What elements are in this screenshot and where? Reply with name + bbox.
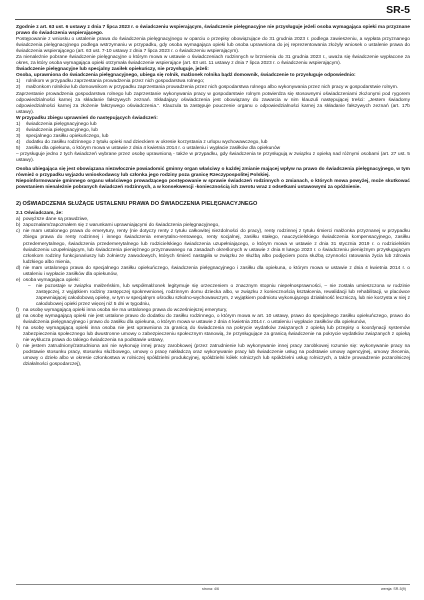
intro-paragraph-farmer: Osoba, uprawniona do świadczenia pielęgnacyjnego, ubiega się rolnik, małżonek rolnika bądź domownik, świadczenie to przysługuje odpowiednio: (16, 73, 356, 79)
declaration-item: a) powyższe dane są prawdziwe, (16, 217, 89, 223)
header-divider (15, 19, 411, 20)
section-2-lead: 2.1 Oświadczam, że: (16, 211, 63, 217)
form-code: SR-5 (386, 4, 410, 16)
declaration-item: g) na osobę wymagającą opieki nie jest ustalone prawo do dodatku do zasiłku rodzinnego, o którym mowa w art. 10 ustawy, prawo do specjalnego zasiłku opiekuńczego, prawo do świadczenia pielęgnacyjnego i prawo do zasiłku dla opiekuna, o którym mowa w ustawie z dnia 4 kwietnia 2014 r. o ustaleniu i wypłacie zasiłków dla opiekunów, (16, 314, 410, 326)
declaration-item: h) na osobę wymagającą opieki inna osoba nie jest uprawniona za granicą do świadczenia na pokrycie wydatków związanych z opieką lub przepisy o koordynacji systemów zabezpieczenia społecznego lub dwustronne umowy o zabezpieczeniu społecznym stanowią, że przysługujące za granicą świadczenie na pokrycie wydatków związanych z opieką nie wyklucza prawa do takiego świadczenia na podstawie ustawy, (16, 326, 410, 344)
declaration-item: i) nie jestem zatrudniony/zatrudniona ani nie wykonuję innej pracy zarobkowej (przez zatrudnienie lub wykonywanie innej pracy zarobkowej rozumie się: wykonywanie pracy na podstawie stosunku pracy, stosunku służbowego, umowy o pracę nakładczą oraz wykonywanie pracy lub świadczenie usług na podstawie umowy agencyjnej, umowy zlecenia, umowy o dzieło albo w okresie członkostwa w rolniczej spółdzielni produkcyjnej, spółdzielni kółek rolniczych lub spółdzielni usług rolniczych, a także prowadzenie pozarolniczej działalności gospodarczej), (16, 344, 410, 368)
list-item: 3) specjalnego zasiłku opiekuńczego, lub (16, 133, 109, 139)
declaration-list (16, 217, 410, 284)
declaration-item: e) osoba wymagająca opieki: (16, 277, 80, 283)
document-body (16, 25, 410, 368)
declaration-list-continued (16, 308, 410, 368)
intro-paragraph-declarations: Zaprzestanie prowadzenia gospodarstwa rolnego lub zaprzestanie wykonywania pracy w gospodarstwie rolnym potwierdza się stosownymi oświadczeniami złożonymi pod rygorem odpowiedzialności karnej za składanie fałszywych zeznań. Składający oświadczenia jest obowiązany do zawarcia w nim klauzuli następującej treści: „Jestem świadomy odpowiedzialności karnej za złożenie fałszywego oświadczenia.”. Klauzula ta zastępuje pouczenie organu o odpowiedzialności karnej za składanie fałszywych zeznań (art. 17b ustawy). (16, 91, 410, 115)
page-number: strona: 4/6 (202, 587, 219, 591)
declaration-subitem: – nie pozostaje w związku małżeńskim, lub współmałżonek legitymuje się orzeczeniem o znacznym stopniu niepełnosprawności, – nie została umieszczona w rodzinie zastępczej, z wyjątkiem rodziny zastępczej spokrewnionej, rodzinnym domu dziecka albo, w związku z koniecznością kształcenia, rewalidacji lub rehabilitacji, w placówce zapewniającej całodobową opiekę, w tym w specjalnym ośrodku szkolno-wychowawczym, z wyjątkiem podmiotu wykonującego działalność leczniczą, lub nie korzysta w niej z całodobowej opieki przez więcej niż 5 dni w tygodniu, (28, 283, 410, 307)
list-item: 5) zasiłku dla opiekuna, o którym mowa w ustawie z dnia 4 kwietnia 2014 r. o ustaleniu i wypłacie zasiłków dla opiekunów (16, 145, 281, 151)
declaration-item: c) nie mam ustalonego prawa do emerytury, renty (nie dotyczy renty z tytułu całkowitej niezdolności do pracy), renty rodzinnej z tytułu śmierci małżonka przyznanej w przypadku zbiegu prawa do renty rodzinnej i innego świadczenia emerytalno-rentowego, renty socjalnej, zasiłku stałego, nauczycielskiego świadczenia kompensacyjnego, zasiłku przedemerytalnego, świadczenia przedemerytalnego lub rodzicielskiego świadczenia uzupełniającego, o którym mowa w ustawie z dnia 31 stycznia 2019 r. o rodzicielskim świadczeniu uzupełniającym, lub świadczenia pieniężnego przyznawanego na zasadach określonych w ustawie z dnia 8 lutego 2023 r. o świadczeniu pieniężnym przysługującym członkom rodziny funkcjonariuszy lub żołnierzy zawodowych, których śmierć nastąpiła w związku ze służbą albo podjęciem poza służbą czynności ratowania życia lub zdrowia ludzkiego albo mienia, (16, 229, 410, 265)
form-version: wersja: SR-5(9) (381, 587, 406, 591)
list-item: 1) świadczenia pielęgnacyjnego lub (16, 121, 97, 127)
declaration-item: d) nie mam ustalonego prawa do specjalnego zasiłku opiekuńczego, świadczenia pielęgnacyjnego i zasiłku dla opiekuna, o którym mowa w ustawie z dnia 4 kwietnia 2014 r. o ustaleniu i wypłacie zasiłków dla opiekunów, (16, 265, 410, 277)
intro-heading: Zgodnie z art. 63 ust. 6 ustawy z dnia 7 lipca 2023 r. o świadczeniu wspierającym, świadczenie pielęgnacyjne nie przysługuje jeżeli osoba wymagająca opieki ma przyznane prawo do świadczenia wspierającego. (16, 25, 410, 37)
overlap-list (16, 122, 410, 152)
declaration-sublist (16, 284, 410, 308)
declaration-item: f) na osobę wymagającą opieki inna osoba nie ma ustalonego prawa do wcześniejszej emerytury, (16, 308, 228, 314)
intro-paragraph-exclusion: Świadczenie pielęgnacyjne lub specjalny zasiłek opiekuńczy, nie przysługuje, jeżeli: (16, 67, 209, 73)
list-item: 4) dodatku do zasiłku rodzinnego z tytułu opieki nad dzieckiem w okresie korzystania z urlopu wychowawczego, lub (16, 139, 268, 145)
farmer-list (16, 79, 410, 91)
intro-paragraph-notify: Osoba ubiegająca się jest obowiązana niezwłocznie powiadomić gminny organ właściwy o każdej zmianie mającej wpływ na prawo do świadczenia pielęgnacyjnego, w tym również o przypadku wyjazdu wnioskodawcy lub członka jego rodziny poza granicę Rzeczypospolitej Polskiej. (16, 167, 410, 179)
declaration-item: b) zapoznałam/zapoznałem się z warunkami uprawniającymi do świadczenia pielęgnacyjnego, (16, 223, 220, 229)
intro-paragraph-overlap: W przypadku zbiegu uprawnień do następujących świadczeń: (16, 115, 158, 121)
list-item: 2) małżonkom rolników lub domownikom w przypadku zaprzestania prowadzenia przez nich gospodarstwa rolnego albo wykonywania przez nich pracy w gospodarstwie rolnym. (16, 85, 399, 91)
intro-paragraph-suspension: Postępowanie z wniosku o ustalenie prawa do świadczenia pielęgnacyjnego w oparciu o przepisy obowiązujące do 31 grudnia 2023 r. podlega zawieszeniu, a wypłata przyznanego świadczenia pielęgnacyjnego podlega wstrzymaniu w przypadku, gdy osoba wymagająca opieki lub osoba uprawniona do jej reprezentowania złożyły wniosek o ustalenie prawa do świadczenia wspierającego (art. 63 ust. 7-10 ustawy z dnia 7 lipca 2023 r. o świadczeniu wspierającym). (16, 37, 410, 55)
intro-paragraph-choice: – przysługuje jedno z tych świadczeń wybrane przez osobę uprawnioną - także w przypadku, gdy świadczenia te przysługują w związku z opieką nad różnymi osobami (art. 27 ust. 5 ustawy). (16, 151, 410, 164)
page-footer (16, 584, 410, 592)
list-item: 2) świadczenia pielęgnacyjnego, lub (16, 127, 98, 133)
list-item: 1) rolnikom w przypadku zaprzestania prowadzenia przez nich gospodarstwa rolnego; (16, 79, 205, 85)
intro-paragraph-consequence: Niepoinformowanie gminnego organu właściwego prowadzącego postępowanie w sprawie świadczeń rodzinnych o zmianach, o których mowa powyżej, może skutkować powstaniem nienależnie pobranych świadczeń rodzinnych, a w konsekwencji -koniecznością ich zwrotu wraz z odsetkami ustawowymi za opóźnienie. (16, 179, 410, 191)
section-2-title: 2) OŚWIADCZENIA SŁUŻĄCE USTALENIU PRAWA DO ŚWIADCZENIA PIELĘGNACYJNEGO (16, 201, 258, 208)
intro-paragraph-undue-benefit: Za nienależnie pobrane świadczenie pielęgnacyjne o którym mowa w ustawie o świadczeniach rodzinnych w brzmieniu do 31 grudnia 2023 r., uważa się świadczenie wypłacone za okres, za który osoba wymagająca opieki otrzymała świadczenie wspierające (art. 63 ust. 11 ustawy z dnia 7 lipca 2023 r. o świadczeniu wspierającym). (16, 55, 410, 67)
